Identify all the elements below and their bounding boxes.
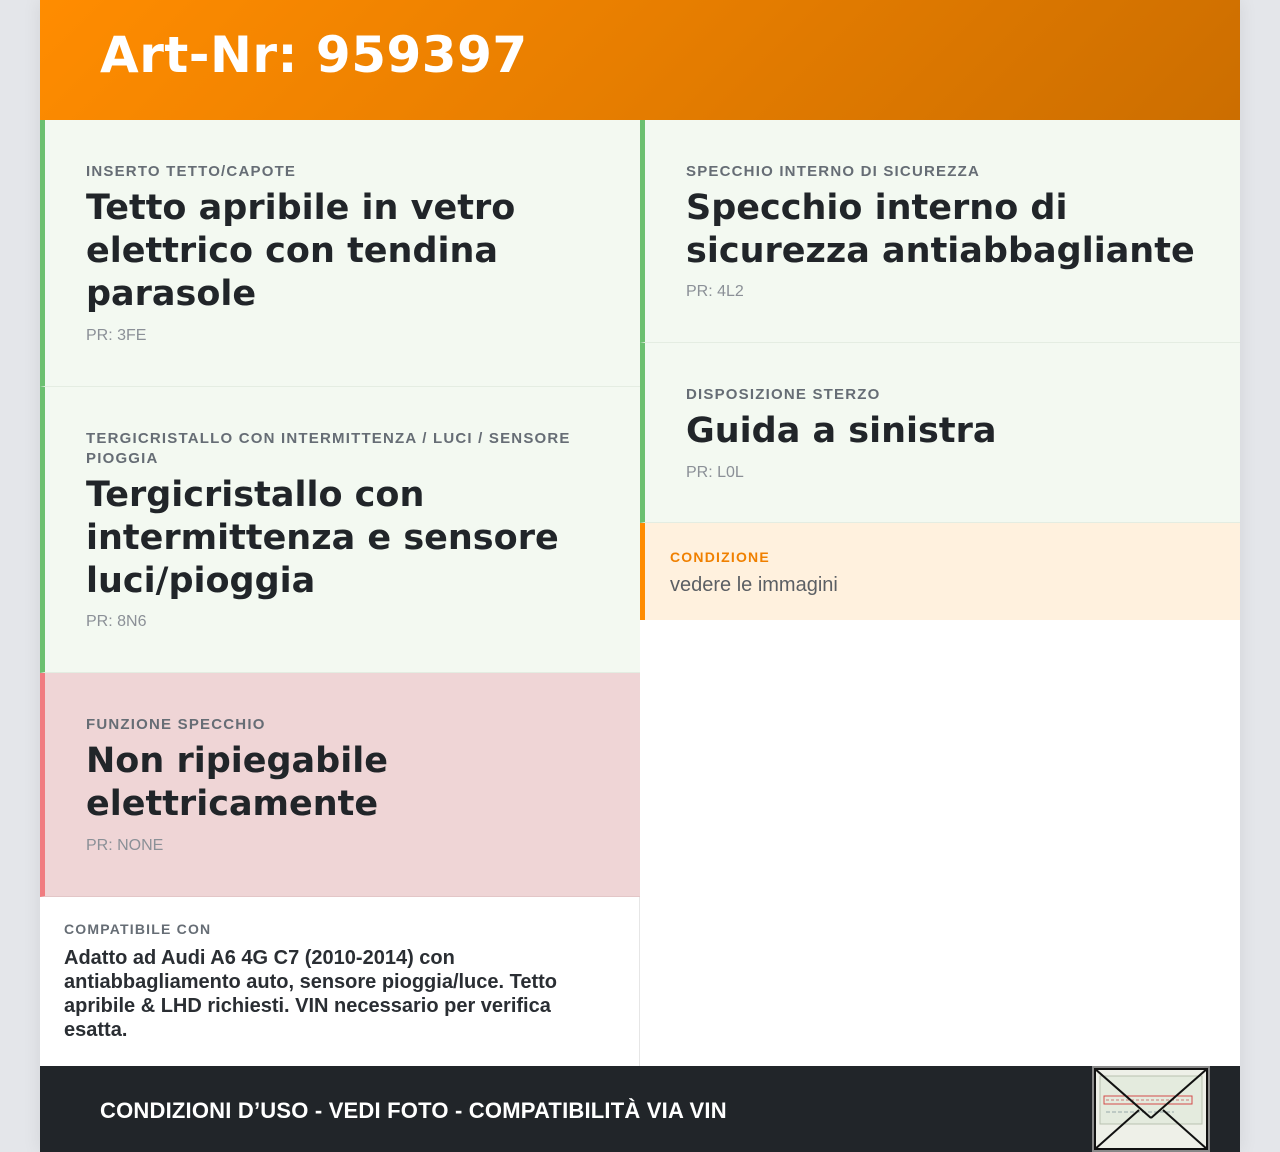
footer-text: CONDIZIONI D’USO - VEDI FOTO - COMPATIBILITÀ VIA VIN [100, 1098, 727, 1123]
feature-title: Guida a sinistra [686, 411, 997, 451]
feature-pr-code: PR: L0L [686, 464, 744, 481]
compatibility-label: COMPATIBILE CON [64, 921, 212, 937]
condition-box [640, 523, 1240, 620]
feature-title: Tergicristallo con intermittenza e sensore luci/pioggia [86, 475, 559, 601]
feature-title: Tetto apribile in vetro elettrico con tendina parasole [86, 188, 516, 314]
feature-pr-code: PR: 4L2 [686, 283, 744, 300]
condition-label: CONDIZIONE [670, 549, 770, 565]
feature-label: INSERTO TETTO/CAPOTE [86, 163, 297, 180]
feature-card-wiper [40, 387, 640, 673]
left-column [40, 120, 640, 1066]
envelope-icon [1094, 1068, 1208, 1150]
feature-label: TERGICRISTALLO CON INTERMITTENZA / LUCI / SENSORE PIOGGIA [86, 430, 571, 467]
feature-title: Non ripiegabile elettricamente [86, 741, 388, 824]
feature-label: FUNZIONE SPECCHIO [86, 716, 266, 733]
right-column [640, 120, 1240, 1066]
compatibility-text: Adatto ad Audi A6 4G C7 (2010-2014) con antiabbagliamento auto, sensore pioggia/luce. Tetto apribile & LHD richiesti. VIN necessario per verifica esatta. [64, 947, 558, 1041]
article-number-title: Art-Nr: 959397 [100, 26, 528, 84]
feature-pr-code: PR: 8N6 [86, 613, 147, 630]
feature-pr-code: PR: 3FE [86, 327, 147, 344]
feature-card-steering [640, 343, 1240, 523]
feature-label: DISPOSIZIONE STERZO [686, 386, 881, 403]
feature-title: Specchio interno di sicurezza antiabbagliante [686, 188, 1195, 271]
feature-card-interior-mirror [640, 120, 1240, 343]
product-sheet [40, 0, 1240, 1152]
feature-pr-code: PR: NONE [86, 837, 164, 854]
feature-card-roof [40, 120, 640, 387]
feature-label: SPECCHIO INTERNO DI SICUREZZA [686, 163, 980, 180]
compatibility-section [40, 897, 639, 1066]
label-photo-thumbnail[interactable] [1092, 1066, 1210, 1152]
feature-card-mirror-function [40, 673, 640, 897]
header-banner [40, 0, 1240, 120]
footer-bar [40, 1066, 1240, 1152]
condition-value: vedere le immagini [670, 574, 838, 596]
